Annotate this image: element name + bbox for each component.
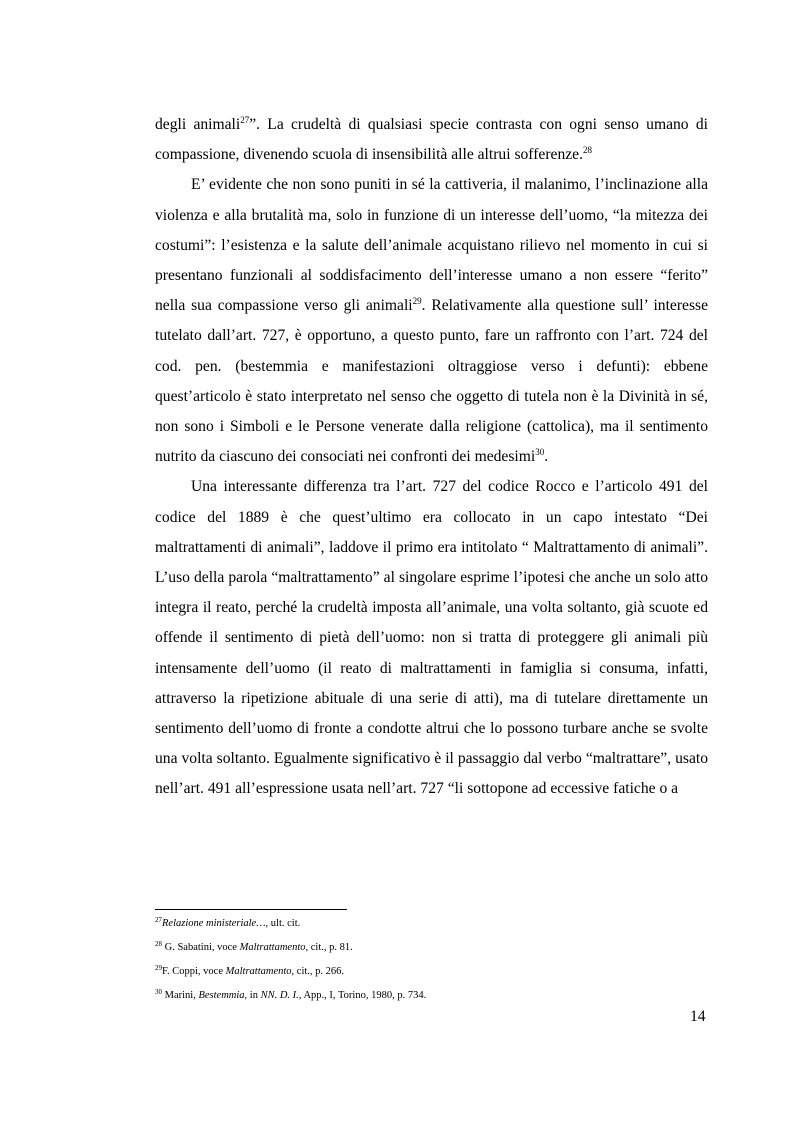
text-run: , App., I, Torino, 1980, p. 734. <box>298 990 427 1001</box>
footnote-number: 30 <box>155 988 162 996</box>
footnote <box>155 940 708 964</box>
footnote-ref: 27 <box>240 115 250 125</box>
footnote-ref: 29 <box>412 296 422 307</box>
paragraph <box>155 170 708 472</box>
italic-text: Relazione ministeriale… <box>162 918 266 929</box>
text-run: . Relativamente alla questione sull’ interesse tutelato dall’art. 727, è opportuno, a questo punto, fare un raffronto con l’art. 724 del cod. pen. (bestemmia e manifestazioni oltraggiose verso i defunti): ebbene quest’articolo è stato interpretato nel senso che oggetto di tutela non è la Divinità in sé, non sono i Simboli e le Persone venerate dalla religione (cattolica), ma il sentimento nutrito da ciascuno dei consociati nei confronti dei medesimi <box>155 297 709 466</box>
body-text <box>155 110 708 805</box>
text-run: degli animali <box>155 116 241 133</box>
italic-text: Maltrattamento, <box>225 966 295 977</box>
footnote <box>155 964 708 988</box>
text-run: ”. La crudeltà di qualsiasi specie contrasta con ogni senso umano di compassione, divenendo scuola di insensibilità alle altrui sofferenze. <box>155 116 708 164</box>
footnote <box>155 916 708 940</box>
footnote <box>155 988 708 1012</box>
footnote-separator <box>155 909 347 910</box>
text-run: G. Sabatini, voce <box>162 942 240 953</box>
text-run: Una interessante differenza tra l’art. 727 del codice Rocco e l’articolo 491 del codice del 1889 è che quest’ultimo era collocato in un capo intestato “Dei maltrattamenti di animali”, laddove il primo era intitolato “ Maltrattamento di animali”. L’uso della parola “maltrattamento” al singolare esprime l’ipotesi che anche un solo atto integra il reato, perché la crudeltà imposta all’animale, una volta soltanto, già scuote ed offende il sentimento di pietà dell’uomo: non si tratta di proteggere gli animali più intensamente dell’uomo (il reato di maltrattamenti in famiglia si consuma, infatti, attraverso la ripetizione abituale di una serie di atti), ma di tutelare direttamente un sentimento dell’uomo di fronte a condotte altrui che lo possono turbare anche se svolte una volta soltanto. Egualmente significativo è il passaggio dal verbo “maltrattare”, usato nell’art. 491 all’espressione usata nell’art. 727 “li sottopone ad eccessive fatiche o a <box>155 478 708 798</box>
footnote-number: 29 <box>155 964 162 972</box>
footnote-ref: 30 <box>535 447 545 458</box>
page-number: 14 <box>690 1008 706 1025</box>
text-run: E’ evidente che non sono puniti in sé la cattiveria, il malanimo, l’inclinazione alla violenza e alla brutalità ma, solo in funzione di un interesse dell’uomo, “la mitezza dei costumi”: l’esistenza e la salute dell’animale acquistano rilievo nel momento in cui si presentano funzionali al soddisfacimento dell’interesse umano a non essere “ferito” nella sua compassione verso gli animali <box>155 176 708 315</box>
paragraph <box>155 110 708 170</box>
italic-text: Maltrattamento <box>239 942 306 953</box>
text-run: Marini, <box>162 990 199 1001</box>
footnotes <box>155 916 708 1012</box>
italic-text: NN. D. I. <box>260 990 299 1001</box>
footnote-number: 27 <box>155 916 162 924</box>
footnote-number: 28 <box>155 940 162 948</box>
italic-text: Bestemmia <box>198 990 245 1001</box>
paragraph <box>155 472 708 804</box>
text-run: , cit., p. 81. <box>305 942 353 953</box>
text-run: , in <box>244 990 261 1001</box>
footnote-ref: 28 <box>582 145 592 156</box>
text-run: . <box>544 448 549 466</box>
text-run: cit., p. 266. <box>294 966 345 977</box>
text-run: , ult. cit. <box>265 918 301 929</box>
text-run: F. Coppi, voce <box>162 966 226 977</box>
